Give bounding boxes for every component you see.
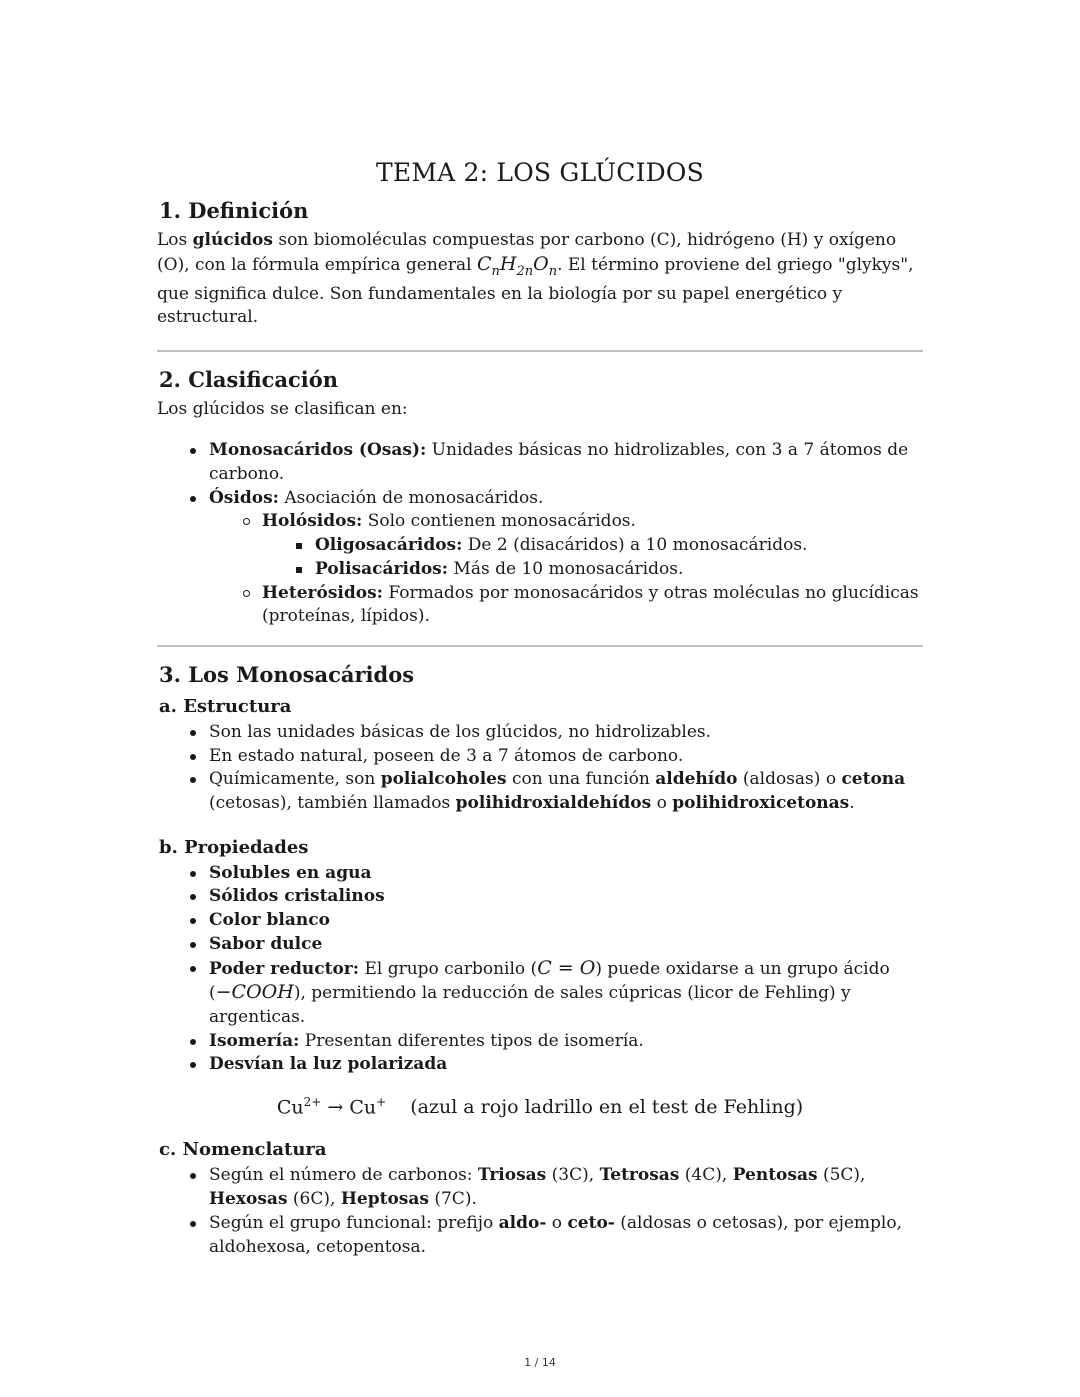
list-item: Según el grupo funcional: prefijo aldo- o ceto- (aldosas o cetosas), por ejemplo, aldohexosa, cetopentosa. (209, 1212, 923, 1259)
nomenclatura-list (157, 1164, 923, 1259)
list-item: Color blanco (209, 909, 923, 933)
section-divider (157, 645, 923, 647)
subsection-heading-propiedades: b. Propiedades (159, 836, 309, 858)
list-item: Solubles en agua (209, 862, 923, 886)
list-item: Sabor dulce (209, 933, 923, 957)
holosidos-sublist (262, 534, 923, 581)
list-item: Isomería: Presentan diferentes tipos de isomería. (209, 1030, 923, 1054)
list-item: Heterósidos: Formados por monosacáridos y otras moléculas no glucídicas (proteínas, lípidos). (262, 582, 923, 629)
page-number: 1 / 14 (524, 1356, 556, 1369)
classification-list (157, 439, 923, 629)
list-item: Según el número de carbonos: Triosas (3C), Tetrosas (4C), Pentosas (5C), Hexosas (6C), Heptosas (7C). (209, 1164, 923, 1211)
subsection-heading-estructura: a. Estructura (159, 695, 292, 717)
list-item: Polisacáridos: Más de 10 monosacáridos. (315, 558, 923, 582)
section-heading-monosacaridos: 3. Los Monosacáridos (159, 661, 415, 687)
document-page (157, 158, 923, 1259)
carboxyl-formula: −COOH (215, 981, 294, 1004)
list-item: Ósidos: Asociación de monosacáridos. Holósidos: Solo contienen monosacáridos. Oligosacáridos: De 2 (disacáridos) a 10 monosacáridos. Polisacáridos: Más de 10 monosacáridos. Heterósidos: Formados por monosacáridos y otras moléculas no glucídicas (proteínas, lípidos). (209, 487, 923, 629)
empirical-formula: $C_nH_{2n}O_n$ (476, 252, 558, 279)
classification-intro: Los glúcidos se clasifican en: (157, 398, 408, 419)
section-divider (157, 350, 923, 352)
subsection-heading-nomenclatura: c. Nomenclatura (159, 1139, 327, 1161)
list-item: Sólidos cristalinos (209, 885, 923, 909)
fehling-equation: $Cu^{2+} \to Cu^+$ (azul a rojo ladrillo en el test de Fehling) (276, 1095, 804, 1119)
list-item: Oligosacáridos: De 2 (disacáridos) a 10 monosacáridos. (315, 534, 923, 558)
definition-paragraph: Los glúcidos son biomoléculas compuestas por carbono (C), hidrógeno (H) y oxígeno (O), con la fórmula empírica general $C_nH_{2n}O_n$. El término proviene del griego "glykys", que significa dulce. Son fundamentales en la biología por su papel energético y estructural. (157, 230, 914, 328)
list-item: Son las unidades básicas de los glúcidos, no hidrolizables. (209, 721, 923, 745)
page-title: TEMA 2: LOS GLÚCIDOS (376, 158, 704, 187)
estructura-list (157, 721, 923, 816)
list-item: Holósidos: Solo contienen monosacáridos. Oligosacáridos: De 2 (disacáridos) a 10 monosacáridos. Polisacáridos: Más de 10 monosacáridos. (262, 510, 923, 581)
osidos-sublist (209, 510, 923, 629)
list-item: Desvían la luz polarizada (209, 1053, 923, 1077)
section-heading-clasificacion: 2. Clasificación (159, 366, 339, 392)
list-item: Químicamente, son polialcoholes con una función aldehído (aldosas) o cetona (cetosas), también llamados polihidroxialdehídos o polihidroxicetonas. (209, 768, 923, 815)
list-item: Poder reductor: El grupo carbonilo (C = O) puede oxidarse a un grupo ácido (−COOH), permitiendo la reducción de sales cúpricas (licor de Fehling) y argenticas. (209, 957, 923, 1030)
section-heading-definicion: 1. Definición (159, 198, 309, 223)
list-item: En estado natural, poseen de 3 a 7 átomos de carbono. (209, 745, 923, 769)
carbonyl-formula: C = O (537, 956, 596, 979)
list-item: Monosacáridos (Osas): Unidades básicas no hidrolizables, con 3 a 7 átomos de carbono. (209, 439, 923, 486)
propiedades-list (157, 862, 923, 1077)
